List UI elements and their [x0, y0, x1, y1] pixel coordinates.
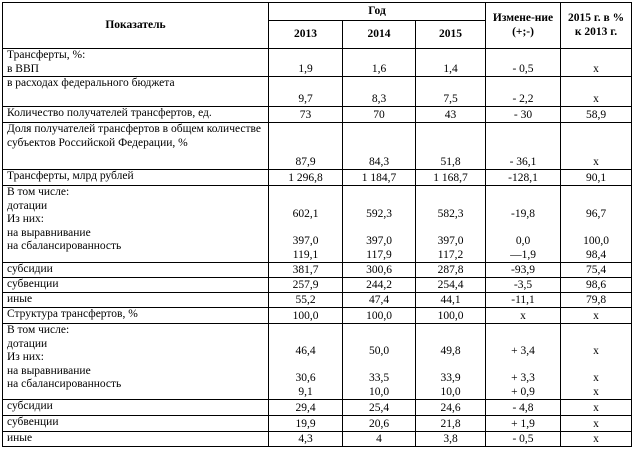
row-label — [3, 324, 269, 400]
row-label-line: в ВВП — [7, 62, 39, 75]
row-value-line — [565, 332, 627, 346]
header-change — [486, 3, 561, 49]
header-2014: 2014 — [343, 21, 416, 49]
row-value-cell: 1,4 — [416, 49, 486, 77]
table-row — [3, 77, 632, 107]
row-value-cell: 87,9 — [269, 123, 343, 170]
table-row — [3, 432, 632, 447]
row-value-cell: 55,2 — [269, 293, 343, 308]
row-value-cell: 84,3 — [343, 123, 416, 170]
row-value-cell: 287,8 — [416, 263, 486, 278]
header-2013: 2013 — [269, 21, 343, 49]
row-value-line — [490, 359, 556, 373]
row-value-cell: 47,4 — [343, 293, 416, 308]
row-label-line: В том числе: — [7, 324, 70, 336]
row-value-cell — [343, 324, 416, 400]
row-value-cell: 75,4 — [561, 263, 632, 278]
table-row — [3, 170, 632, 186]
row-value-cell — [269, 186, 343, 263]
row-label-line: субсидии — [7, 400, 53, 412]
row-value-cell: 19,9 — [269, 416, 343, 432]
row-value-cell — [561, 186, 632, 263]
row-value-line: + 3,3 — [511, 372, 535, 384]
row-value-line: 602,1 — [292, 208, 319, 220]
row-label-line: дотации — [7, 199, 48, 212]
row-value-line: 33,5 — [368, 372, 390, 384]
row-value-line — [273, 332, 338, 346]
row-label — [3, 123, 269, 170]
row-value-line: 397,0 — [437, 235, 464, 247]
row-label-line: на выравнивание — [7, 226, 91, 239]
row-value-cell: x — [561, 400, 632, 416]
row-value-cell: 43 — [416, 107, 486, 123]
row-value-cell: 1,9 — [269, 49, 343, 77]
header-2015: 2015 — [416, 21, 486, 49]
row-value-cell: x — [561, 49, 632, 77]
row-value-line: 30,6 — [295, 372, 316, 384]
row-value-line — [565, 195, 627, 209]
row-label — [3, 416, 269, 432]
row-value-cell: 1 168,7 — [416, 170, 486, 186]
table-row — [3, 416, 632, 432]
row-value-cell: 100,0 — [343, 308, 416, 324]
row-label — [3, 293, 269, 308]
row-label-line: Структура трансфертов, % — [7, 308, 138, 320]
row-label-line: субвенции — [7, 278, 59, 290]
row-label-line: Трансферты, млрд рублей — [7, 170, 134, 182]
row-value-line: -19,8 — [511, 208, 535, 220]
row-value-line: 96,7 — [585, 208, 607, 220]
row-label-line: на выравнивание — [7, 364, 91, 377]
row-value-cell: 79,8 — [561, 293, 632, 308]
row-value-cell: 3,8 — [416, 432, 486, 447]
row-value-line: 98,4 — [585, 248, 607, 261]
row-value-line — [420, 359, 481, 373]
row-value-cell: 1 184,7 — [343, 170, 416, 186]
row-label — [3, 77, 269, 107]
table-row — [3, 324, 632, 400]
row-value-cell: 7,5 — [416, 77, 486, 107]
row-value-cell: 381,7 — [269, 263, 343, 278]
transfers-table — [2, 2, 632, 447]
row-value-line: 10,0 — [368, 385, 390, 398]
table-row — [3, 123, 632, 170]
row-value-line: 9,1 — [298, 385, 313, 398]
table-row — [3, 49, 632, 77]
row-value-cell: + 1,9 — [486, 416, 561, 432]
row-value-line — [490, 195, 556, 209]
row-value-cell: 58,9 — [561, 107, 632, 123]
row-value-cell — [343, 186, 416, 263]
table-row — [3, 293, 632, 308]
row-value-cell: x — [561, 308, 632, 324]
row-value-cell: 4,3 — [269, 432, 343, 447]
table-row — [3, 263, 632, 278]
table-row — [3, 308, 632, 324]
row-value-cell: 98,6 — [561, 278, 632, 293]
table-row — [3, 107, 632, 123]
row-value-cell: 73 — [269, 107, 343, 123]
row-value-line — [347, 332, 411, 346]
row-value-line: x — [593, 345, 599, 357]
row-value-cell: x — [561, 432, 632, 447]
row-value-cell: - 0,5 — [486, 432, 561, 447]
row-value-cell: 8,3 — [343, 77, 416, 107]
row-value-line: —1,9 — [510, 248, 536, 261]
row-value-cell: 100,0 — [416, 308, 486, 324]
row-value-cell: -3,5 — [486, 278, 561, 293]
row-label-line: Количество получателей трансфертов, ед. — [7, 107, 212, 119]
row-value-line: 592,3 — [366, 208, 392, 220]
row-label — [3, 107, 269, 123]
row-value-line: 119,1 — [292, 248, 319, 261]
row-value-line — [273, 359, 338, 373]
row-value-cell: 25,4 — [343, 400, 416, 416]
row-value-cell — [269, 324, 343, 400]
row-value-cell: x — [561, 123, 632, 170]
row-value-line — [347, 359, 411, 373]
table-row — [3, 186, 632, 263]
row-label — [3, 432, 269, 447]
row-label-line: иные — [7, 293, 33, 305]
row-label — [3, 308, 269, 324]
table-row — [3, 278, 632, 293]
header-ratio: 2015 г. в % к 2013 г. — [561, 3, 632, 49]
row-label-line: на сбалансированность — [7, 378, 122, 390]
row-value-line — [273, 222, 338, 236]
row-value-cell: x — [561, 416, 632, 432]
row-value-line — [490, 332, 556, 346]
row-value-line: 0,0 — [515, 235, 531, 247]
row-value-cell: 21,8 — [416, 416, 486, 432]
row-value-cell: - 36,1 — [486, 123, 561, 170]
row-value-cell: -93,9 — [486, 263, 561, 278]
row-value-line: + 0,9 — [511, 385, 535, 398]
header-change-text: Измене-ние (+;-) — [492, 12, 554, 38]
row-value-cell: 20,6 — [343, 416, 416, 432]
row-value-cell: 244,2 — [343, 278, 416, 293]
row-value-cell: 44,1 — [416, 293, 486, 308]
row-value-cell: - 2,2 — [486, 77, 561, 107]
table-row — [3, 400, 632, 416]
row-label — [3, 263, 269, 278]
row-value-cell: - 4,8 — [486, 400, 561, 416]
row-value-cell: 300,6 — [343, 263, 416, 278]
row-value-line — [347, 195, 411, 209]
row-value-line: 397,0 — [292, 235, 319, 247]
row-value-cell: 254,4 — [416, 278, 486, 293]
row-label-line: В том числе: — [7, 186, 70, 198]
row-value-cell: x — [486, 308, 561, 324]
row-value-line — [347, 222, 411, 236]
row-value-line: 582,3 — [437, 208, 464, 220]
row-value-line — [490, 222, 556, 236]
row-label — [3, 170, 269, 186]
header-year: Год — [269, 3, 486, 21]
row-value-line: 46,4 — [295, 345, 316, 357]
row-value-line — [420, 222, 481, 236]
row-label-line: на сбалансированность — [7, 240, 122, 252]
row-value-cell: 51,8 — [416, 123, 486, 170]
row-value-line: 117,2 — [437, 248, 464, 261]
row-value-line — [565, 222, 627, 236]
row-label-line: Из них: — [7, 213, 44, 225]
row-label-line: субсидии — [7, 263, 53, 275]
row-value-line: 50,0 — [368, 345, 390, 357]
row-value-cell: -11,1 — [486, 293, 561, 308]
row-value-cell — [486, 324, 561, 400]
row-label-line: иные — [7, 432, 33, 444]
row-value-cell: - 30 — [486, 107, 561, 123]
row-value-line — [273, 195, 338, 209]
row-label — [3, 400, 269, 416]
row-label-line: субвенции — [7, 416, 59, 428]
row-label-line — [7, 91, 264, 105]
row-value-cell: - 0,5 — [486, 49, 561, 77]
row-value-line: x — [593, 385, 599, 398]
row-value-cell: 257,9 — [269, 278, 343, 293]
row-value-line — [420, 195, 481, 209]
row-value-cell: 4 — [343, 432, 416, 447]
row-value-cell: 100,0 — [269, 308, 343, 324]
row-value-cell: 24,6 — [416, 400, 486, 416]
row-value-cell: 1 296,8 — [269, 170, 343, 186]
row-value-line: 49,8 — [440, 345, 461, 357]
row-label-line: в расходах федерального бюджета — [7, 77, 175, 89]
row-value-cell: 9,7 — [269, 77, 343, 107]
table-body — [3, 49, 632, 447]
row-label-line: Из них: — [7, 351, 44, 363]
row-label — [3, 186, 269, 263]
row-value-cell: x — [561, 77, 632, 107]
row-value-line — [420, 332, 481, 346]
row-label-line: дотации — [7, 337, 48, 350]
row-value-cell — [486, 186, 561, 263]
row-value-line: 397,0 — [366, 235, 392, 247]
row-value-cell: 29,4 — [269, 400, 343, 416]
row-value-cell: 70 — [343, 107, 416, 123]
row-label-line: Доля получателей трансфертов в общем количестве субъектов Российской Федерации, % — [7, 123, 261, 149]
row-value-cell — [561, 324, 632, 400]
row-value-line: + 3,4 — [511, 345, 535, 357]
row-label-line: Трансферты, %: — [7, 49, 86, 61]
row-value-cell: 1,6 — [343, 49, 416, 77]
row-value-line: 33,9 — [440, 372, 461, 384]
row-label — [3, 278, 269, 293]
header-row-1 — [3, 3, 632, 21]
row-value-line: 100,0 — [583, 235, 609, 247]
row-value-line: 117,9 — [366, 248, 392, 261]
row-value-cell — [416, 186, 486, 263]
row-label — [3, 49, 269, 77]
row-value-cell: 90,1 — [561, 170, 632, 186]
row-value-line: x — [593, 372, 599, 384]
row-value-line — [565, 359, 627, 373]
row-value-cell: -128,1 — [486, 170, 561, 186]
row-value-cell — [416, 324, 486, 400]
row-value-line: 10,0 — [440, 385, 461, 398]
header-indicator: Показатель — [3, 3, 269, 49]
